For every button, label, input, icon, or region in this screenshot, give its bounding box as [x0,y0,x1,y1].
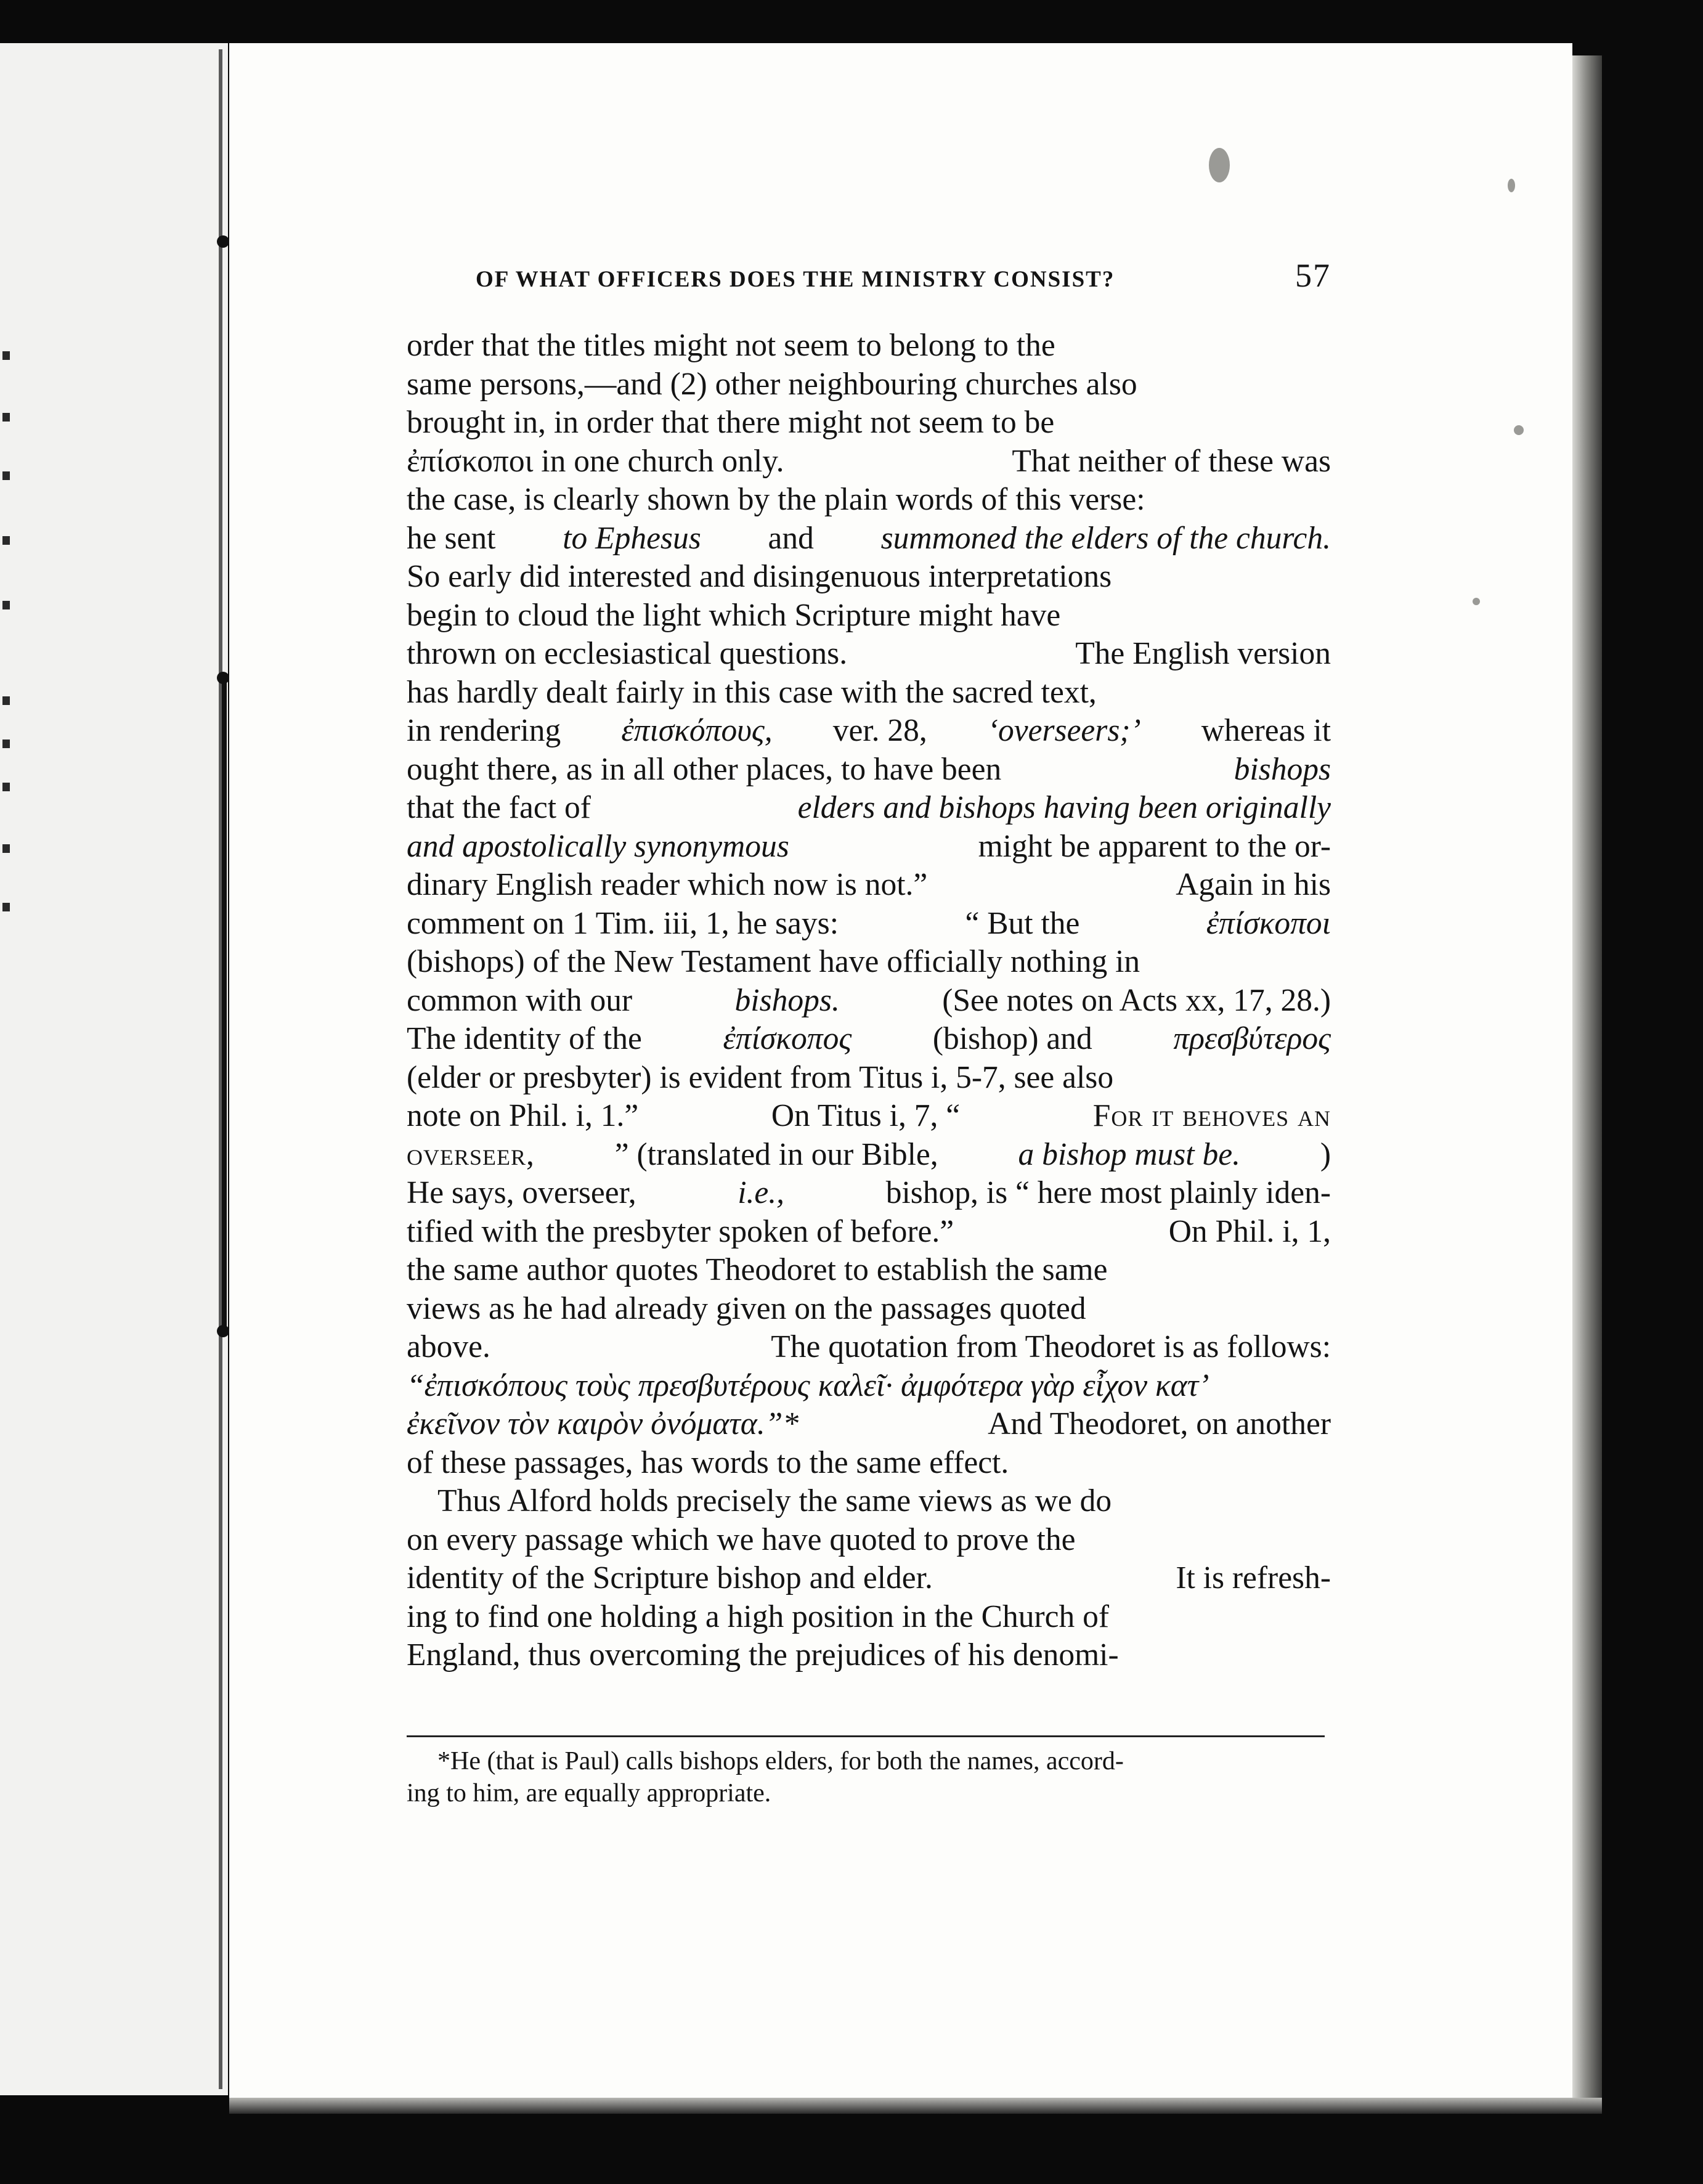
text-line [407,1367,1331,1406]
binding-thread [222,678,227,1331]
text-run: The English version [1075,636,1331,671]
text-run: begin to cloud the light which Scripture might have [407,597,1061,633]
text-line [407,1136,1331,1175]
footnote-text: ing to him, are equally appropriate. [407,1779,771,1807]
text-run: So early did interested and disingenuous interpretations [407,559,1112,594]
text-run: On Titus i, 7, “ [771,1098,961,1133]
text-line [407,558,1331,597]
text-run: The identity of the [407,1021,642,1056]
show-through-mark [2,601,10,609]
greek-quotation: “ἐπισκόπους τοὺς πρεσβυτέρους καλεῖ· ἀμφότερα γὰρ εἶχον κατ’ [407,1367,1209,1403]
text-run: Again in his [1176,867,1331,902]
text-line [407,635,1331,674]
text-line [407,1020,1331,1059]
text-run: that the fact of [407,790,591,825]
text-run: ing to find one holding a high position in the Church of [407,1599,1110,1634]
page-fore-edge [1572,55,1602,2108]
text-run: It is refresh- [1176,1560,1331,1595]
italic-run: to Ephesus [563,520,701,556]
text-run: has hardly dealt fairly in this case with the sacred text, [407,674,1097,710]
show-through-mark [2,783,10,791]
text-line [407,481,1331,520]
text-run: Thus Alford holds precisely the same views as we do [437,1483,1112,1518]
text-run: in rendering [407,713,561,748]
text-run: He says, overseer, [407,1175,636,1210]
greek-run: πρεσβύτερος [1173,1021,1331,1056]
text-run: comment on 1 Tim. iii, 1, he says: [407,905,839,941]
small-caps-run: For it behoves an [1092,1098,1331,1133]
show-through-mark [2,844,10,853]
text-run: views as he had already given on the passages quoted [407,1290,1086,1326]
show-through-mark [2,351,10,360]
paper-speck [1209,148,1230,182]
small-caps-run: overseer, [407,1136,535,1172]
text-run: The quotation from Theodoret is as follows: [771,1329,1331,1364]
text-line [407,866,1331,905]
text-run: On Phil. i, 1, [1168,1213,1331,1249]
italic-run: bishops. [734,982,840,1018]
text-line [407,1290,1331,1329]
text-run: on every passage which we have quoted to prove the [407,1522,1076,1557]
text-run: bishop, is “ here most plainly iden- [885,1175,1331,1210]
text-run: might be apparent to the or- [978,828,1331,864]
text-line [407,1213,1331,1252]
italic-run: elders and bishops having been originally [797,790,1331,825]
text-run: tified with the presbyter spoken of before.” [407,1213,954,1249]
text-run: thrown on ecclesiastical questions. [407,636,848,671]
greek-quotation: ἐκεῖνον τὸν καιρὸν ὀνόματα.”* [407,1406,799,1441]
text-run: ” (translated in our Bible, [614,1136,938,1172]
italic-run: i.e., [738,1175,785,1210]
text-line [407,1174,1331,1213]
footnote-text: *He (that is Paul) calls bishops elders, for both the names, accord- [437,1747,1124,1775]
paper-speck [1508,179,1515,192]
text-line [407,520,1331,558]
text-line [407,442,1331,481]
greek-run: ἐπίσκοποι [1206,905,1331,941]
italic-run: ‘overseers;’ [987,713,1141,748]
text-run: (elder or presbyter) is evident from Titus i, 5-7, see also [407,1059,1114,1095]
text-run: ought there, as in all other places, to have been [407,751,1002,787]
text-run: of these passages, has words to the same effect. [407,1444,1009,1480]
text-line [407,1251,1331,1290]
text-run: whereas it [1201,713,1331,748]
text-line [407,1559,1331,1598]
page-bottom-edge [229,2098,1602,2114]
text-line [407,828,1331,866]
previous-page-edge [0,43,228,2095]
body-text [407,327,1331,1675]
running-head [407,256,1331,301]
text-line [407,1482,1331,1521]
text-run: order that the titles might not seem to belong to the [407,328,1055,363]
text-line [407,1444,1331,1483]
show-through-mark [2,471,10,480]
text-run: identity of the Scripture bishop and elder. [407,1560,933,1595]
footnote-line [407,1777,1325,1809]
text-line [407,1328,1331,1367]
text-run: note on Phil. i, 1.” [407,1098,639,1133]
paper-speck [1514,425,1524,435]
text-run: That neither of these was [1012,443,1331,479]
text-run: ἐπίσκοποι in one church only. [407,443,784,479]
italic-run: a bishop must be. [1018,1136,1240,1172]
show-through-mark [2,413,10,422]
italic-run: summoned the elders of the church. [880,520,1331,556]
footnote-line [407,1745,1325,1777]
text-line [407,327,1331,365]
text-line [407,365,1331,404]
text-run: and [768,520,814,556]
text-line [407,905,1331,943]
footnote [407,1745,1325,1809]
text-line [407,1636,1331,1675]
text-line [407,789,1331,828]
text-column [407,256,1331,1675]
greek-run: ἐπίσκοπος [723,1021,852,1056]
text-line [407,1405,1331,1444]
text-run: same persons,—and (2) other neighbouring churches also [407,366,1137,402]
text-run: (See notes on Acts xx, 17, 28.) [942,982,1331,1018]
text-run: ver. 28, [832,713,927,748]
binding-clip-icon [217,235,229,248]
paper-speck [1473,598,1480,605]
text-line [407,404,1331,442]
text-run: (bishop) and [932,1021,1092,1056]
footnote-rule [407,1735,1325,1737]
show-through-mark [2,696,10,705]
text-line [407,712,1331,751]
text-run: ) [1320,1136,1331,1172]
italic-run: bishops [1234,751,1331,787]
greek-run: ἐπισκόπους, [621,713,773,748]
text-run: “ But the [965,905,1080,941]
running-head-title: OF WHAT OFFICERS DOES THE MINISTRY CONSIST? [476,267,1115,292]
text-run: above. [407,1329,490,1364]
text-line [407,1097,1331,1136]
text-run: (bishops) of the New Testament have officially nothing in [407,944,1140,979]
page-number: 57 [1295,257,1331,294]
text-run: the same author quotes Theodoret to establish the same [407,1252,1108,1287]
italic-run: and apostolically synonymous [407,828,789,864]
binding-clip-icon [217,1325,229,1337]
text-line [407,597,1331,635]
text-line [407,1521,1331,1560]
text-line [407,982,1331,1021]
text-line [407,943,1331,982]
text-run: brought in, in order that there might not seem to be [407,405,1055,440]
text-run: England, thus overcoming the prejudices of his denomi- [407,1637,1119,1673]
text-line [407,1059,1331,1098]
text-run: dinary English reader which now is not.” [407,867,928,902]
text-run: the case, is clearly shown by the plain words of this verse: [407,482,1145,517]
text-run: he sent [407,520,496,556]
text-line [407,751,1331,789]
show-through-mark [2,536,10,545]
show-through-mark [2,903,10,911]
text-run: common with our [407,982,633,1018]
show-through-mark [2,740,10,748]
text-line [407,674,1331,712]
text-line [407,1598,1331,1637]
text-run: And Theodoret, on another [988,1406,1331,1441]
